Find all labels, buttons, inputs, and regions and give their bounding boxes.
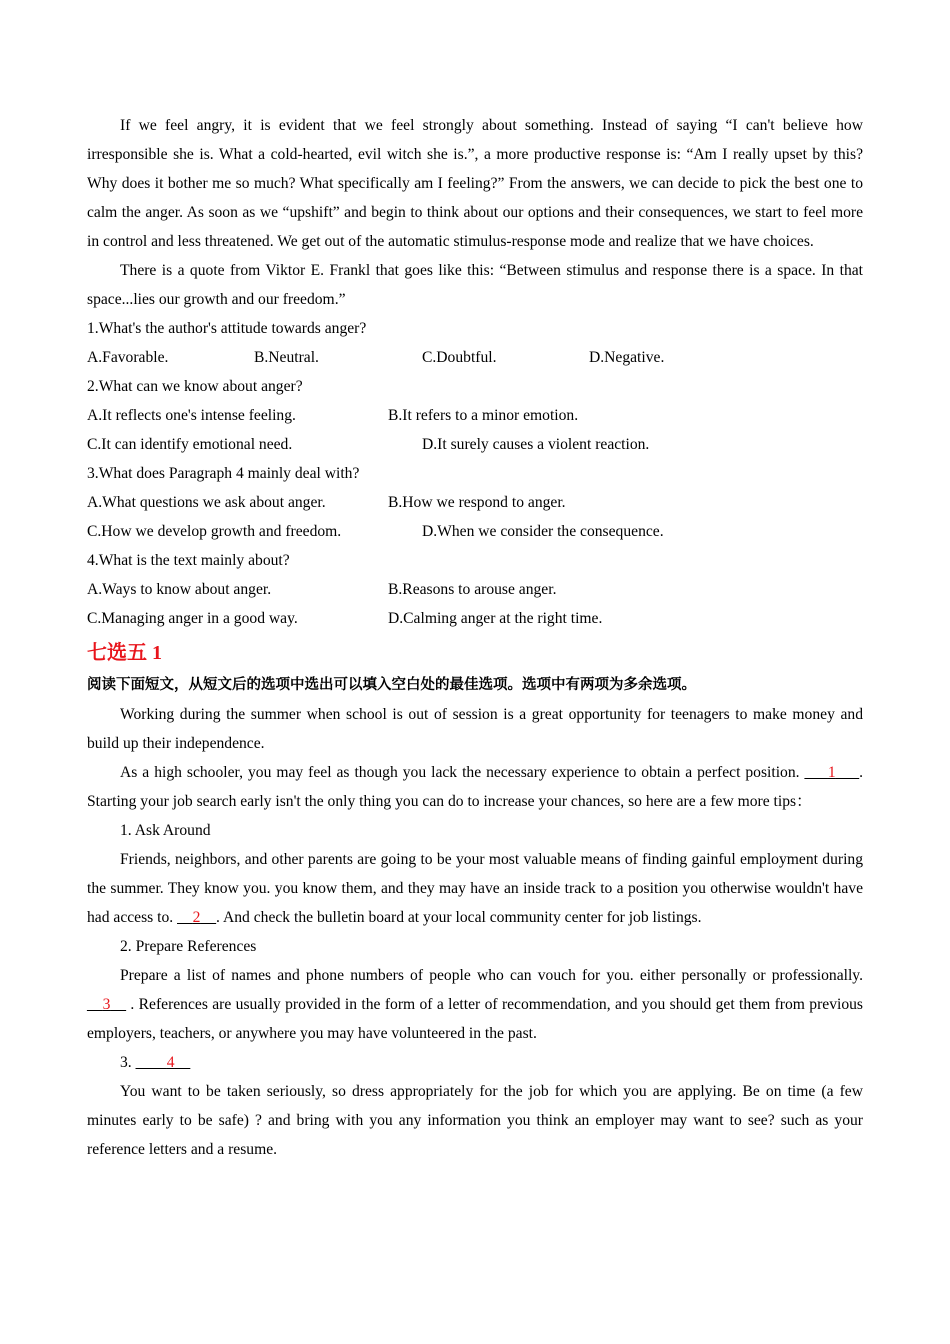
option-d: D.It surely causes a violent reaction.	[422, 436, 650, 453]
section-instruction: 阅读下面短文，从短文后的选项中选出可以填入空白处的最佳选项。选项中有两项为多余选项。	[87, 677, 696, 693]
paragraph-text: As a high schooler, you may feel as though you lack the necessary experience to obtain a perfect position.	[120, 764, 800, 781]
option-b: B.Reasons to arouse anger.	[388, 581, 557, 598]
blank-number: 1	[827, 764, 836, 781]
paragraph-text: Friends, neighbors, and other parents are going to be your most valuable means of finding gainful employment during the summer. They know you. you know them, and they may have an inside track to a position you otherwise wouldn't have had access to.	[87, 851, 863, 926]
option-b: B.How we respond to anger.	[388, 494, 566, 511]
option-a: A.Favorable.	[87, 349, 169, 366]
option-a: A.It reflects one's intense feeling.	[87, 407, 296, 424]
passage-paragraph: Working during the summer when school is out of session is a great opportunity for teenagers to make money and build up their independence.	[87, 706, 863, 752]
question-options	[87, 401, 863, 430]
blank-3: __3__	[87, 996, 126, 1013]
blank-4: ____4__	[135, 1054, 191, 1071]
option-d: D.When we consider the consequence.	[422, 523, 664, 540]
option-c: C.How we develop growth and freedom.	[87, 523, 342, 540]
blank-number: 2	[192, 909, 201, 926]
tip-heading: 2. Prepare References	[120, 938, 257, 955]
option-c: C.It can identify emotional need.	[87, 436, 293, 453]
question-stem: 3.What does Paragraph 4 mainly deal with?	[87, 465, 360, 482]
option-a: A.Ways to know about anger.	[87, 581, 272, 598]
passage-paragraph: If we feel angry, it is evident that we feel strongly about something. Instead of saying “I can't believe how irresponsible she is. What a cold‑hearted, evil witch she is.”, a more productive response is: “Am I really upset by this? Why does it bother me so much? What specifically am I feeling?” From the answers, we can decide to pick the best one to calm the anger. As soon as we “upshift” and begin to think about our options and their consequences, we start to feel more in control and less threatened. We get out of the automatic stimulus‑response mode and realize that we have choices.	[87, 117, 863, 250]
question-options	[87, 517, 863, 546]
paragraph-text: . Starting your job search early isn't the only thing you can do to increase your chances, so here are a few more tips：	[87, 764, 863, 810]
option-d: D.Calming anger at the right time.	[388, 610, 603, 627]
question-stem: 4.What is the text mainly about?	[87, 552, 290, 569]
blank-1: ___1___	[804, 764, 860, 781]
tip-heading: 1. Ask Around	[120, 822, 211, 839]
question-stem: 1.What's the author's attitude towards anger?	[87, 320, 367, 337]
passage-paragraph	[87, 758, 863, 816]
question-stem: 2.What can we know about anger?	[87, 378, 303, 395]
passage-paragraph	[87, 961, 863, 1048]
blank-number: 4	[166, 1054, 175, 1071]
tip-heading: 3. ____4__	[120, 1054, 191, 1071]
option-a: A.What questions we ask about anger.	[87, 494, 326, 511]
passage-paragraph: There is a quote from Viktor E. Frankl that goes like this: “Between stimulus and response there is a space. In that space...lies our growth and our freedom.”	[87, 262, 863, 308]
blank-number: 3	[102, 996, 111, 1013]
option-b: B.It refers to a minor emotion.	[388, 407, 579, 424]
blank-2: __2__	[177, 909, 217, 926]
question-options	[87, 343, 863, 372]
paragraph-text: Prepare a list of names and phone numbers of people who can vouch for you. either personally or professionally.	[120, 967, 863, 984]
passage-paragraph: You want to be taken seriously, so dress appropriately for the job for which you are applying. Be on time (a few minutes early to be safe) ? and bring with you any information you think an employer may want to see? such as your reference letters and a resume.	[87, 1083, 863, 1158]
option-d: D.Negative.	[589, 349, 665, 366]
passage-paragraph	[87, 845, 863, 932]
option-b: B.Neutral.	[254, 349, 319, 366]
option-c: C.Managing anger in a good way.	[87, 610, 298, 627]
question-options	[87, 430, 863, 459]
question-options	[87, 604, 863, 633]
question-options	[87, 575, 863, 604]
document-page	[87, 111, 863, 1164]
section-title: 七选五 1	[87, 642, 162, 664]
question-options	[87, 488, 863, 517]
paragraph-text: . References are usually provided in the form of a letter of recommendation, and you should get them from previous employers, teachers, or anywhere you may have volunteered in the past.	[87, 996, 863, 1042]
paragraph-text: . And check the bulletin board at your local community center for job listings.	[216, 909, 702, 926]
option-c: C.Doubtful.	[422, 349, 497, 366]
